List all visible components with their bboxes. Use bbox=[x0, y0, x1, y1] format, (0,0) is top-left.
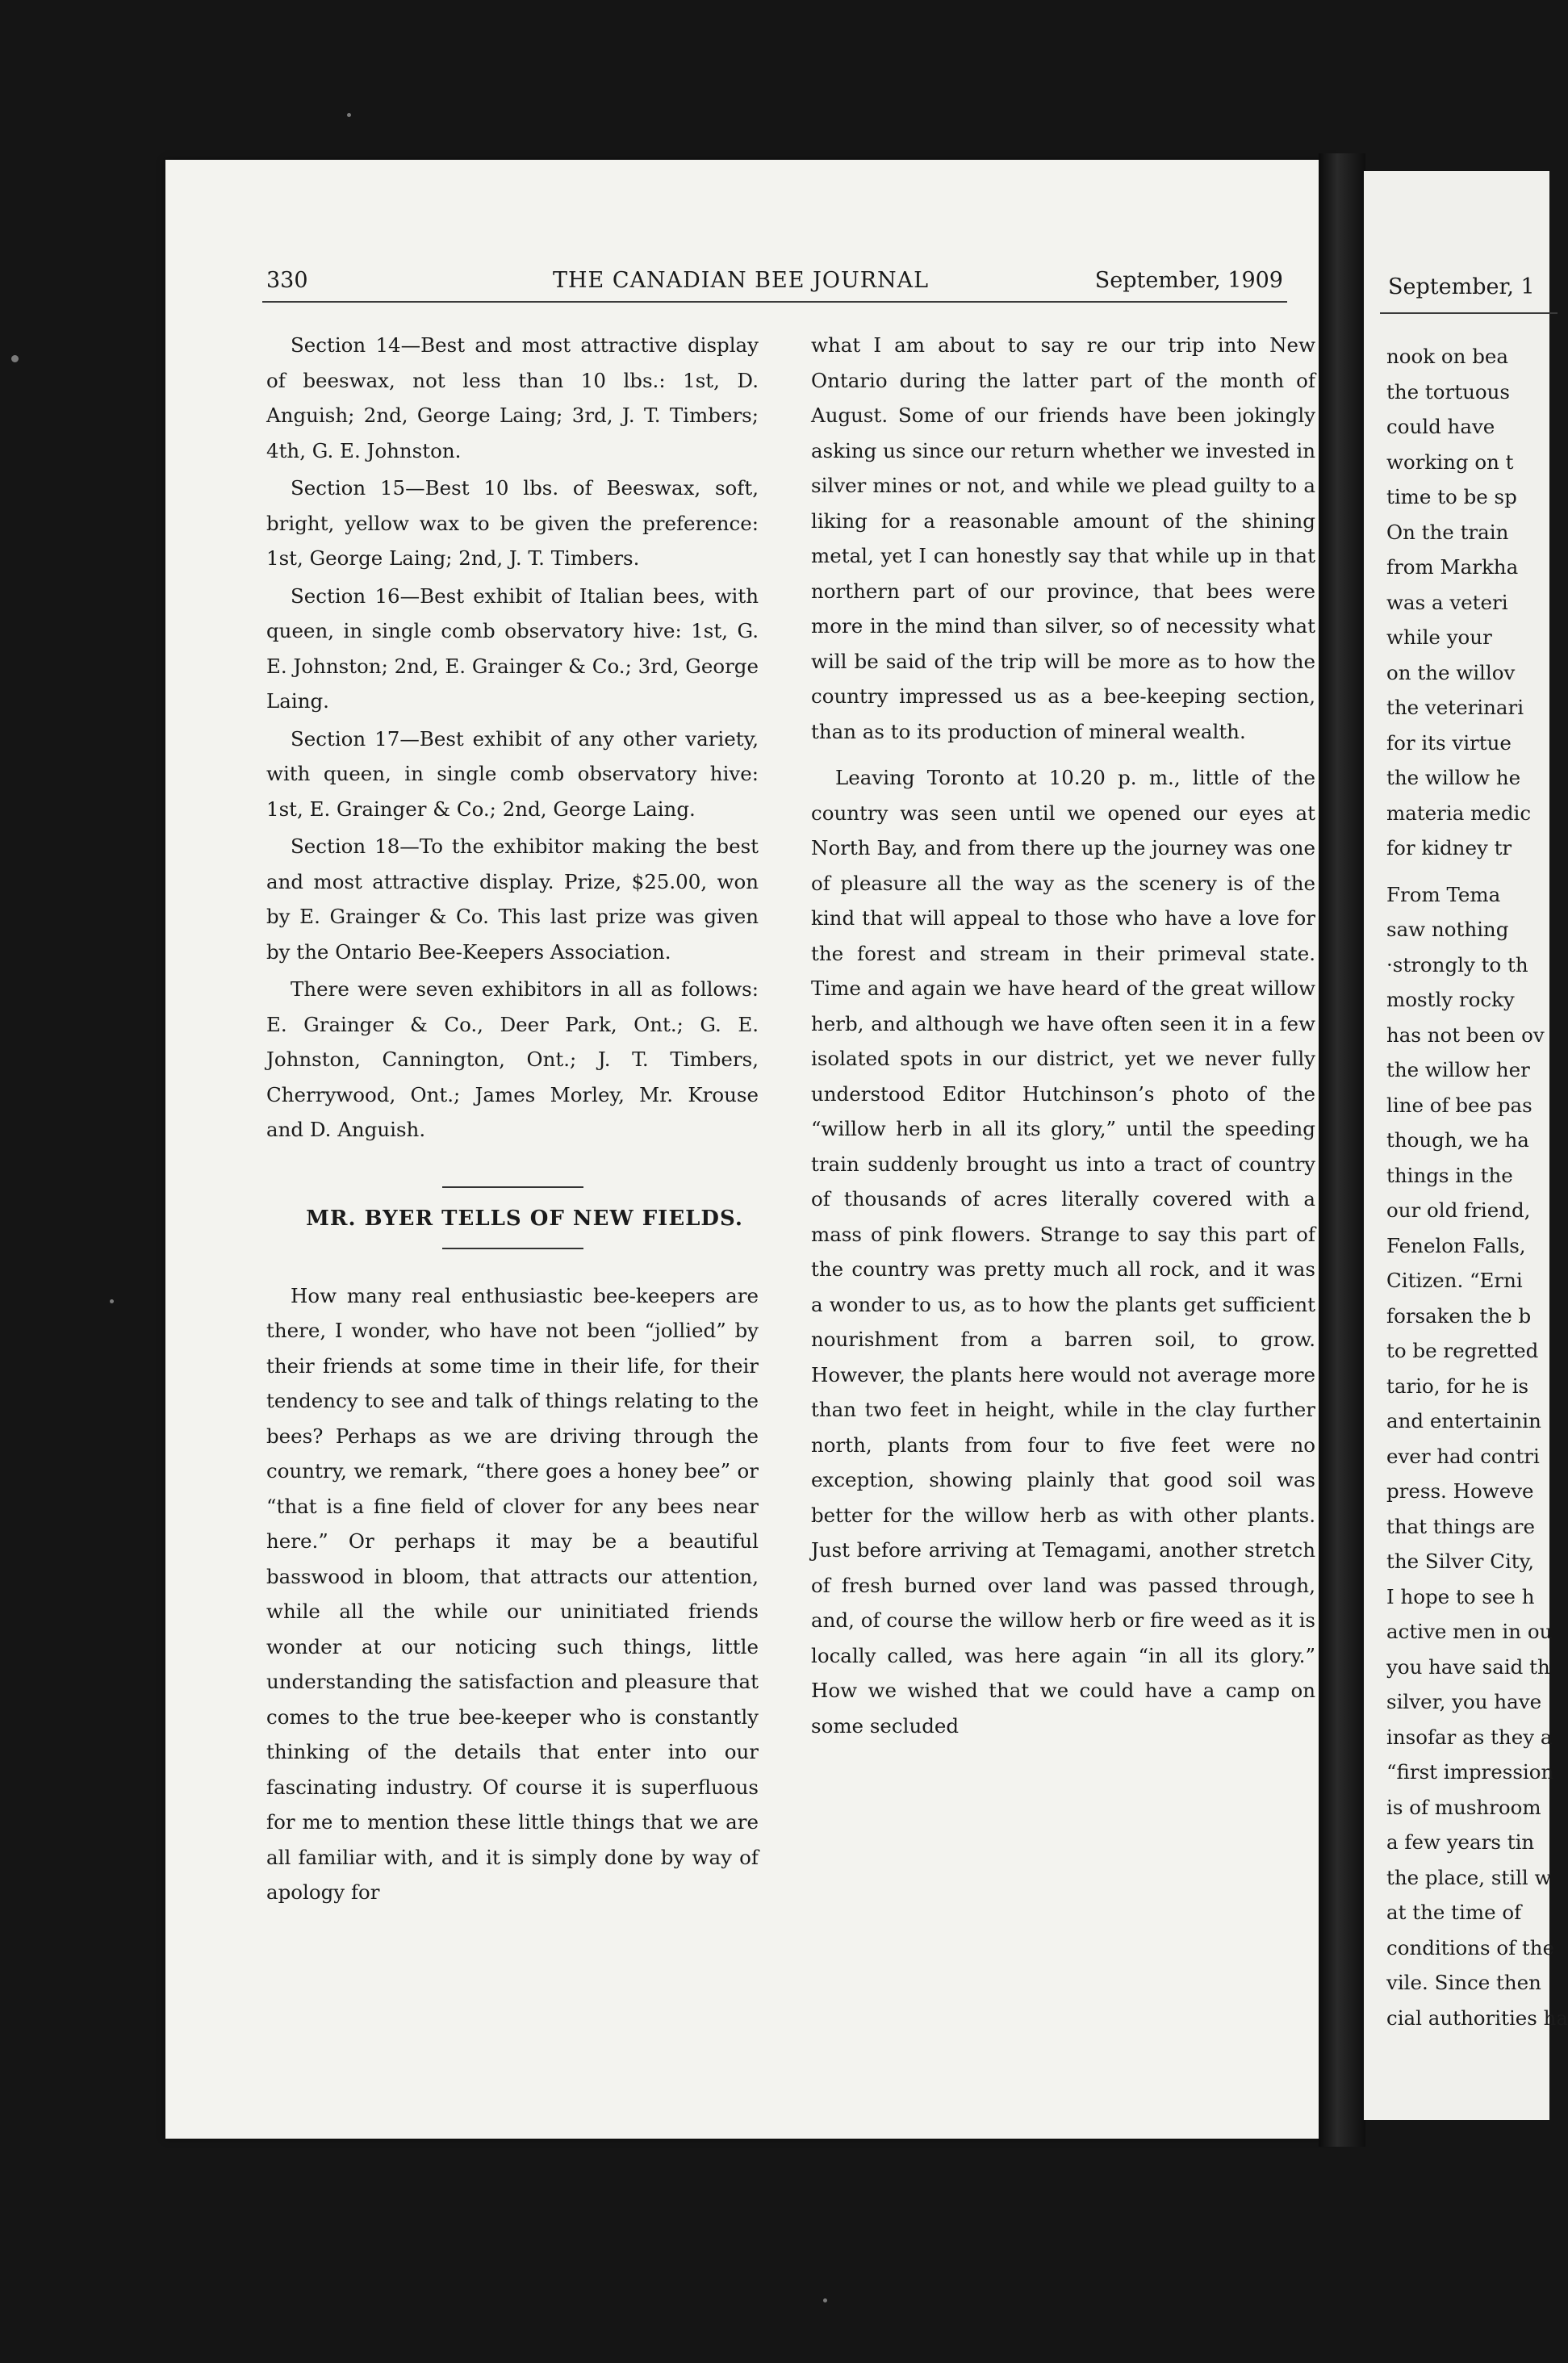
section-17-paragraph: Section 17—Best exhibit of any other variety, with queen, in single comb observatory hive: 1st, E. Grainger & Co.; 2nd, George Laing. bbox=[266, 726, 759, 821]
article-paragraph: Leaving Toronto at 10.20 p. m., little of the country was seen until we opened our eyes at North Bay, and from there up the journey was one of pleasure all the way as the scenery is of the kind that will appeal to those who have a love for the forest and stream in their primeval state. Time and again we have heard of the great willow herb, and although we have often seen it in a few isolated spots in our district, yet we never fully understood Editor Hutchinson’s photo of the “willow herb in all its glory,” until the speeding train suddenly brought us into a tract of country of thousands of acres literally covered with a mass of pink flowers. Strange to say this part of the country was pretty much all rock, and it was a wonder to us, as to how the plants get sufficient nourishment from a barren soil, to grow. However, the plants here would not average more than two feet in height, while in the clay further north, plants from four to five feet were no exception, showing plainly that good soil was better for the willow herb as with other plants. Just before arriving at Temagami, another stretch of fresh burned over land was passed through, and, of course the willow herb or fire weed as it is locally called, was here again “in all its glory.” How we wished that we could have a camp on some secluded bbox=[811, 766, 1315, 1738]
facing-page-line: the place, still w bbox=[1386, 1865, 1552, 1889]
facing-page-line: the tortuous bbox=[1386, 379, 1510, 404]
right-column bbox=[811, 328, 1315, 1746]
facing-header-rule bbox=[1380, 312, 1558, 314]
article-headline: MR. BYER TELLS OF NEW FIELDS. bbox=[306, 1206, 743, 1231]
facing-page-line: active men in ou bbox=[1386, 1620, 1553, 1643]
facing-page-line: I hope to see h bbox=[1386, 1584, 1535, 1608]
facing-page-line: From Tema bbox=[1386, 882, 1501, 906]
scan-speck bbox=[11, 355, 19, 362]
book-gutter bbox=[1319, 153, 1365, 2147]
article-paragraph: what I am about to say re our trip into New Ontario during the latter part of the month of August. Some of our friends have been jokingly asking us since our return whether we invested in silver mines or not, and while we plead guilty to a liking for a reasonable amount of the shining metal, yet I can honestly say that while up in that northern part of our province, that bees were more in the mind than silver, so of necessity what will be said of the trip will be more as to how the country impressed us as a bee-keeping section, than as to its production of mineral wealth. bbox=[811, 333, 1315, 743]
facing-page-line: for its virtue bbox=[1386, 730, 1512, 755]
facing-page-gap bbox=[1386, 866, 1556, 877]
facing-page-line: was a veteri bbox=[1386, 590, 1508, 614]
headline-divider bbox=[442, 1248, 583, 1249]
facing-page-line: ·strongly to th bbox=[1386, 952, 1528, 977]
issue-date: September, 1909 bbox=[1094, 268, 1283, 293]
scan-speck bbox=[110, 1299, 114, 1303]
facing-page-line: has not been ov bbox=[1386, 1023, 1545, 1047]
exhibitors-paragraph: There were seven exhibitors in all as follows: E. Grainger & Co., Deer Park, Ont.; G. E. Johnston, Cannington, Ont.; J. T. Timbers, Cherrywood, Ont.; James Morley, Mr. Krouse and D. Anguish. bbox=[266, 977, 759, 1141]
facing-page bbox=[1364, 171, 1568, 2120]
facing-page-line: and entertainin bbox=[1386, 1409, 1541, 1432]
facing-page-header: September, 1 bbox=[1388, 274, 1535, 299]
facing-page-line: while your bbox=[1386, 625, 1492, 649]
facing-page-line: forsaken the b bbox=[1386, 1303, 1532, 1328]
facing-page-line: silver, you have bbox=[1386, 1690, 1542, 1713]
facing-page-line: nook on bea bbox=[1386, 345, 1509, 368]
facing-page-line: our old friend, bbox=[1386, 1198, 1531, 1222]
facing-page-line: the veterinari bbox=[1386, 696, 1524, 719]
facing-page-line: to be regretted bbox=[1386, 1339, 1539, 1362]
scan-speck bbox=[823, 2298, 827, 2302]
facing-page-line: the willow her bbox=[1386, 1058, 1530, 1081]
facing-page-text bbox=[1386, 339, 1568, 2035]
page-number: 330 bbox=[266, 268, 308, 293]
facing-page-line: a few years tin bbox=[1386, 1830, 1535, 1854]
facing-page-line: things in the bbox=[1386, 1163, 1513, 1187]
facing-page-line: is of mushroom bbox=[1386, 1795, 1541, 1819]
article-divider bbox=[442, 1186, 583, 1188]
facing-page-line: time to be sp bbox=[1386, 485, 1517, 508]
section-18-paragraph: Section 18—To the exhibitor making the best and most attractive display. Prize, $25.00, won by E. Grainger & Co. This last prize was given by the Ontario Bee-Keepers Association. bbox=[266, 834, 759, 964]
facing-page-line: materia medic bbox=[1386, 801, 1532, 825]
facing-page-line: “first impression bbox=[1386, 1760, 1554, 1784]
header-rule bbox=[262, 301, 1287, 303]
article-paragraph: How many real enthusiastic bee-keepers are there, I wonder, who have not been “jollied” by their friends at some time in their life, for their tendency to see and talk of things relating to the bees? Perhaps as we are driving through the country, we remark, “there goes a honey bee” or “that is a fine field of clover for any bees near here.” Or perhaps it may be a beautiful basswood in bloom, that attracts our attention, while all the while our uninitiated friends wonder at our noticing such things, little understanding the satisfaction and pleasure that comes to the true bee-keeper who is constantly thinking of the details that enter into our fascinating industry. Of course it is superfluous for me to mention these little things that we are all familiar with, and it is simply done by way of apology for bbox=[266, 1283, 759, 1904]
facing-page-line: on the willov bbox=[1386, 660, 1516, 684]
facing-page-line: working on t bbox=[1386, 450, 1514, 474]
section-14-paragraph: Section 14—Best and most attractive display of beeswax, not less than 10 lbs.: 1st, D. Anguish; 2nd, George Laing; 3rd, J. T. Timbers; 4th, G. E. Johnston. bbox=[266, 333, 759, 462]
facing-page-line: cial authorities ha bbox=[1386, 2005, 1568, 2030]
facing-page-line: for kidney tr bbox=[1386, 836, 1512, 859]
facing-page-line: insofar as they a bbox=[1386, 1725, 1553, 1749]
scanned-page bbox=[165, 160, 1336, 2139]
facing-page-line: you have said th bbox=[1386, 1654, 1550, 1679]
facing-page-line: mostly rocky bbox=[1386, 988, 1515, 1011]
journal-title: THE CANADIAN BEE JOURNAL bbox=[553, 268, 930, 293]
facing-page-line: the Silver City, bbox=[1386, 1550, 1535, 1573]
section-15-paragraph: Section 15—Best 10 lbs. of Beeswax, soft, bright, yellow wax to be given the preference: 1st, George Laing; 2nd, J. T. Timbers. bbox=[266, 476, 759, 570]
section-16-paragraph: Section 16—Best exhibit of Italian bees, with queen, in single comb observatory hive: 1st, G. E. Johnston; 2nd, E. Grainger & Co.; 3rd, George Laing. bbox=[266, 583, 759, 713]
facing-page-line: Fenelon Falls, bbox=[1386, 1233, 1526, 1257]
facing-page-line: line of bee pas bbox=[1386, 1093, 1532, 1117]
facing-page-line: that things are bbox=[1386, 1514, 1535, 1538]
facing-page-line: On the train bbox=[1386, 520, 1509, 544]
facing-page-line: at the time of bbox=[1386, 1901, 1522, 1924]
left-column bbox=[266, 328, 759, 1913]
facing-page-line: the willow he bbox=[1386, 766, 1521, 789]
facing-page-line: Citizen. “Erni bbox=[1386, 1269, 1523, 1292]
facing-page-line: press. Howeve bbox=[1386, 1479, 1534, 1503]
facing-page-line: though, we ha bbox=[1386, 1128, 1529, 1152]
facing-page-line: could have bbox=[1386, 415, 1495, 438]
facing-page-line: ever had contri bbox=[1386, 1444, 1540, 1468]
facing-page-line: saw nothing bbox=[1386, 918, 1509, 941]
scan-speck bbox=[347, 113, 351, 117]
facing-page-line: tario, for he is bbox=[1386, 1374, 1529, 1398]
facing-page-line: conditions of the bbox=[1386, 1935, 1555, 1959]
facing-page-line: from Markha bbox=[1386, 555, 1519, 579]
facing-page-line: vile. Since then bbox=[1386, 1971, 1541, 1994]
page-header bbox=[266, 263, 1283, 299]
